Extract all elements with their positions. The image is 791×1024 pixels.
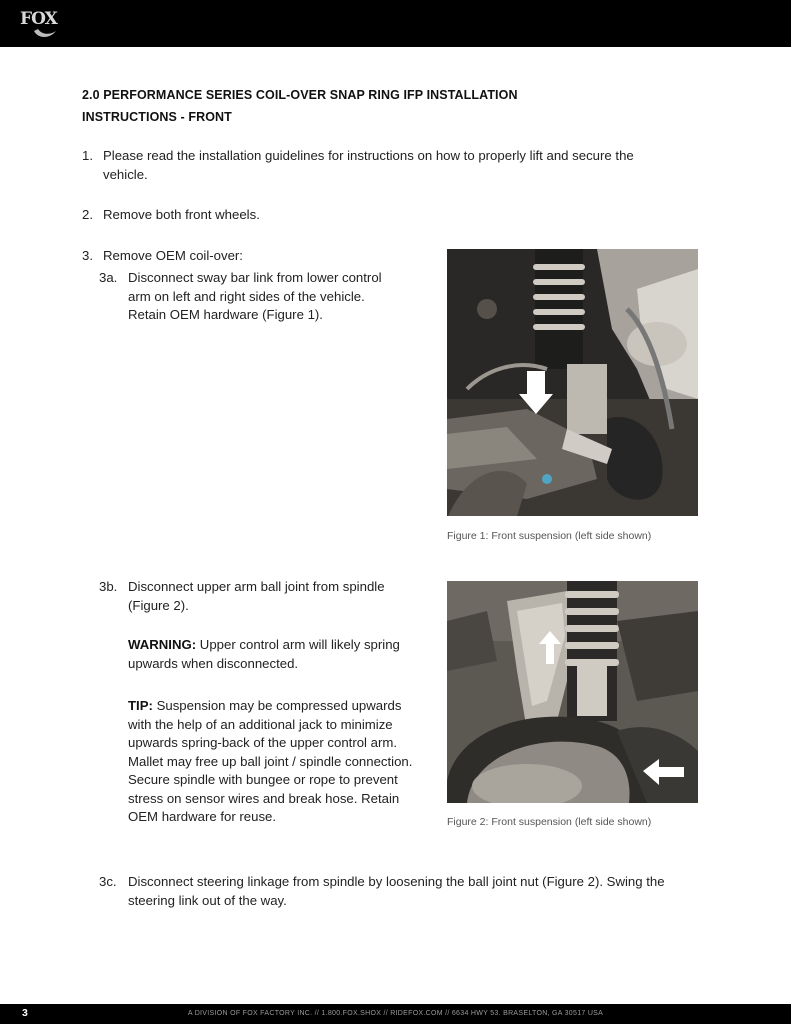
tip-label: TIP:: [128, 698, 153, 713]
fox-logo[interactable]: [20, 9, 62, 39]
tip-note: [128, 697, 424, 827]
figure-2-caption: Figure 2: Front suspension (left side shown): [447, 816, 652, 828]
footer-text: A DIVISION OF FOX FACTORY INC. // 1.800.FOX.SHOX // RIDEFOX.COM // 6634 HWY 53. BRASELTON, GA 30517 USA: [187, 1010, 604, 1017]
title-line-1: 2.0 PERFORMANCE SERIES COIL-OVER SNAP RING IFP INSTALLATION: [82, 88, 518, 102]
step-3b-number: 3b.: [99, 579, 118, 594]
tip-text: Suspension may be compressed upwards with the help of an additional jack to minimize upwards spring-back of the upper control arm. Mallet may free up ball joint / spindle connection. Secure spindle with bungee or rope to prevent stress on sensor wires and break hose. Retain OEM hardware for reuse.: [128, 698, 413, 824]
footer-bar: [0, 1004, 791, 1024]
step-3-number: 3.: [82, 248, 93, 263]
step-3a-number: 3a.: [99, 270, 118, 285]
warning-note: [128, 636, 428, 673]
header-bar: [0, 0, 791, 47]
figure-1-photo: [447, 249, 698, 516]
step-1-text: Please read the installation guidelines for instructions on how to properly lift and secure the vehicle.: [103, 148, 634, 182]
figure-2-photo: [447, 581, 698, 803]
title-line-2: INSTRUCTIONS - FRONT: [82, 110, 232, 124]
page-title: [82, 84, 642, 128]
logo-text: FOX: [20, 9, 57, 29]
front-suspension-photo-1: [447, 249, 698, 516]
step-3-text: Remove OEM coil-over:: [103, 248, 243, 263]
step-3c-number: 3c.: [99, 874, 117, 889]
step-2-number: 2.: [82, 207, 93, 222]
figure-1-caption: Figure 1: Front suspension (left side shown): [447, 530, 652, 542]
page-number: 3: [22, 1007, 28, 1019]
step-3c-text: Disconnect steering linkage from spindle by loosening the ball joint nut (Figure 2). Swing the steering link out of the way.: [128, 874, 665, 908]
step-3b-text: Disconnect upper arm ball joint from spindle (Figure 2).: [128, 579, 385, 613]
front-suspension-photo-2: [447, 581, 698, 803]
step-3a-text: Disconnect sway bar link from lower control arm on left and right sides of the vehicle. Retain OEM hardware (Figure 1).: [128, 270, 382, 322]
warning-text: Upper control arm will likely spring upwards when disconnected.: [128, 637, 400, 671]
step-2-text: Remove both front wheels.: [103, 207, 260, 222]
fox-tail-icon: [20, 9, 62, 39]
warning-label: WARNING:: [128, 637, 197, 652]
step-1-number: 1.: [82, 148, 93, 163]
